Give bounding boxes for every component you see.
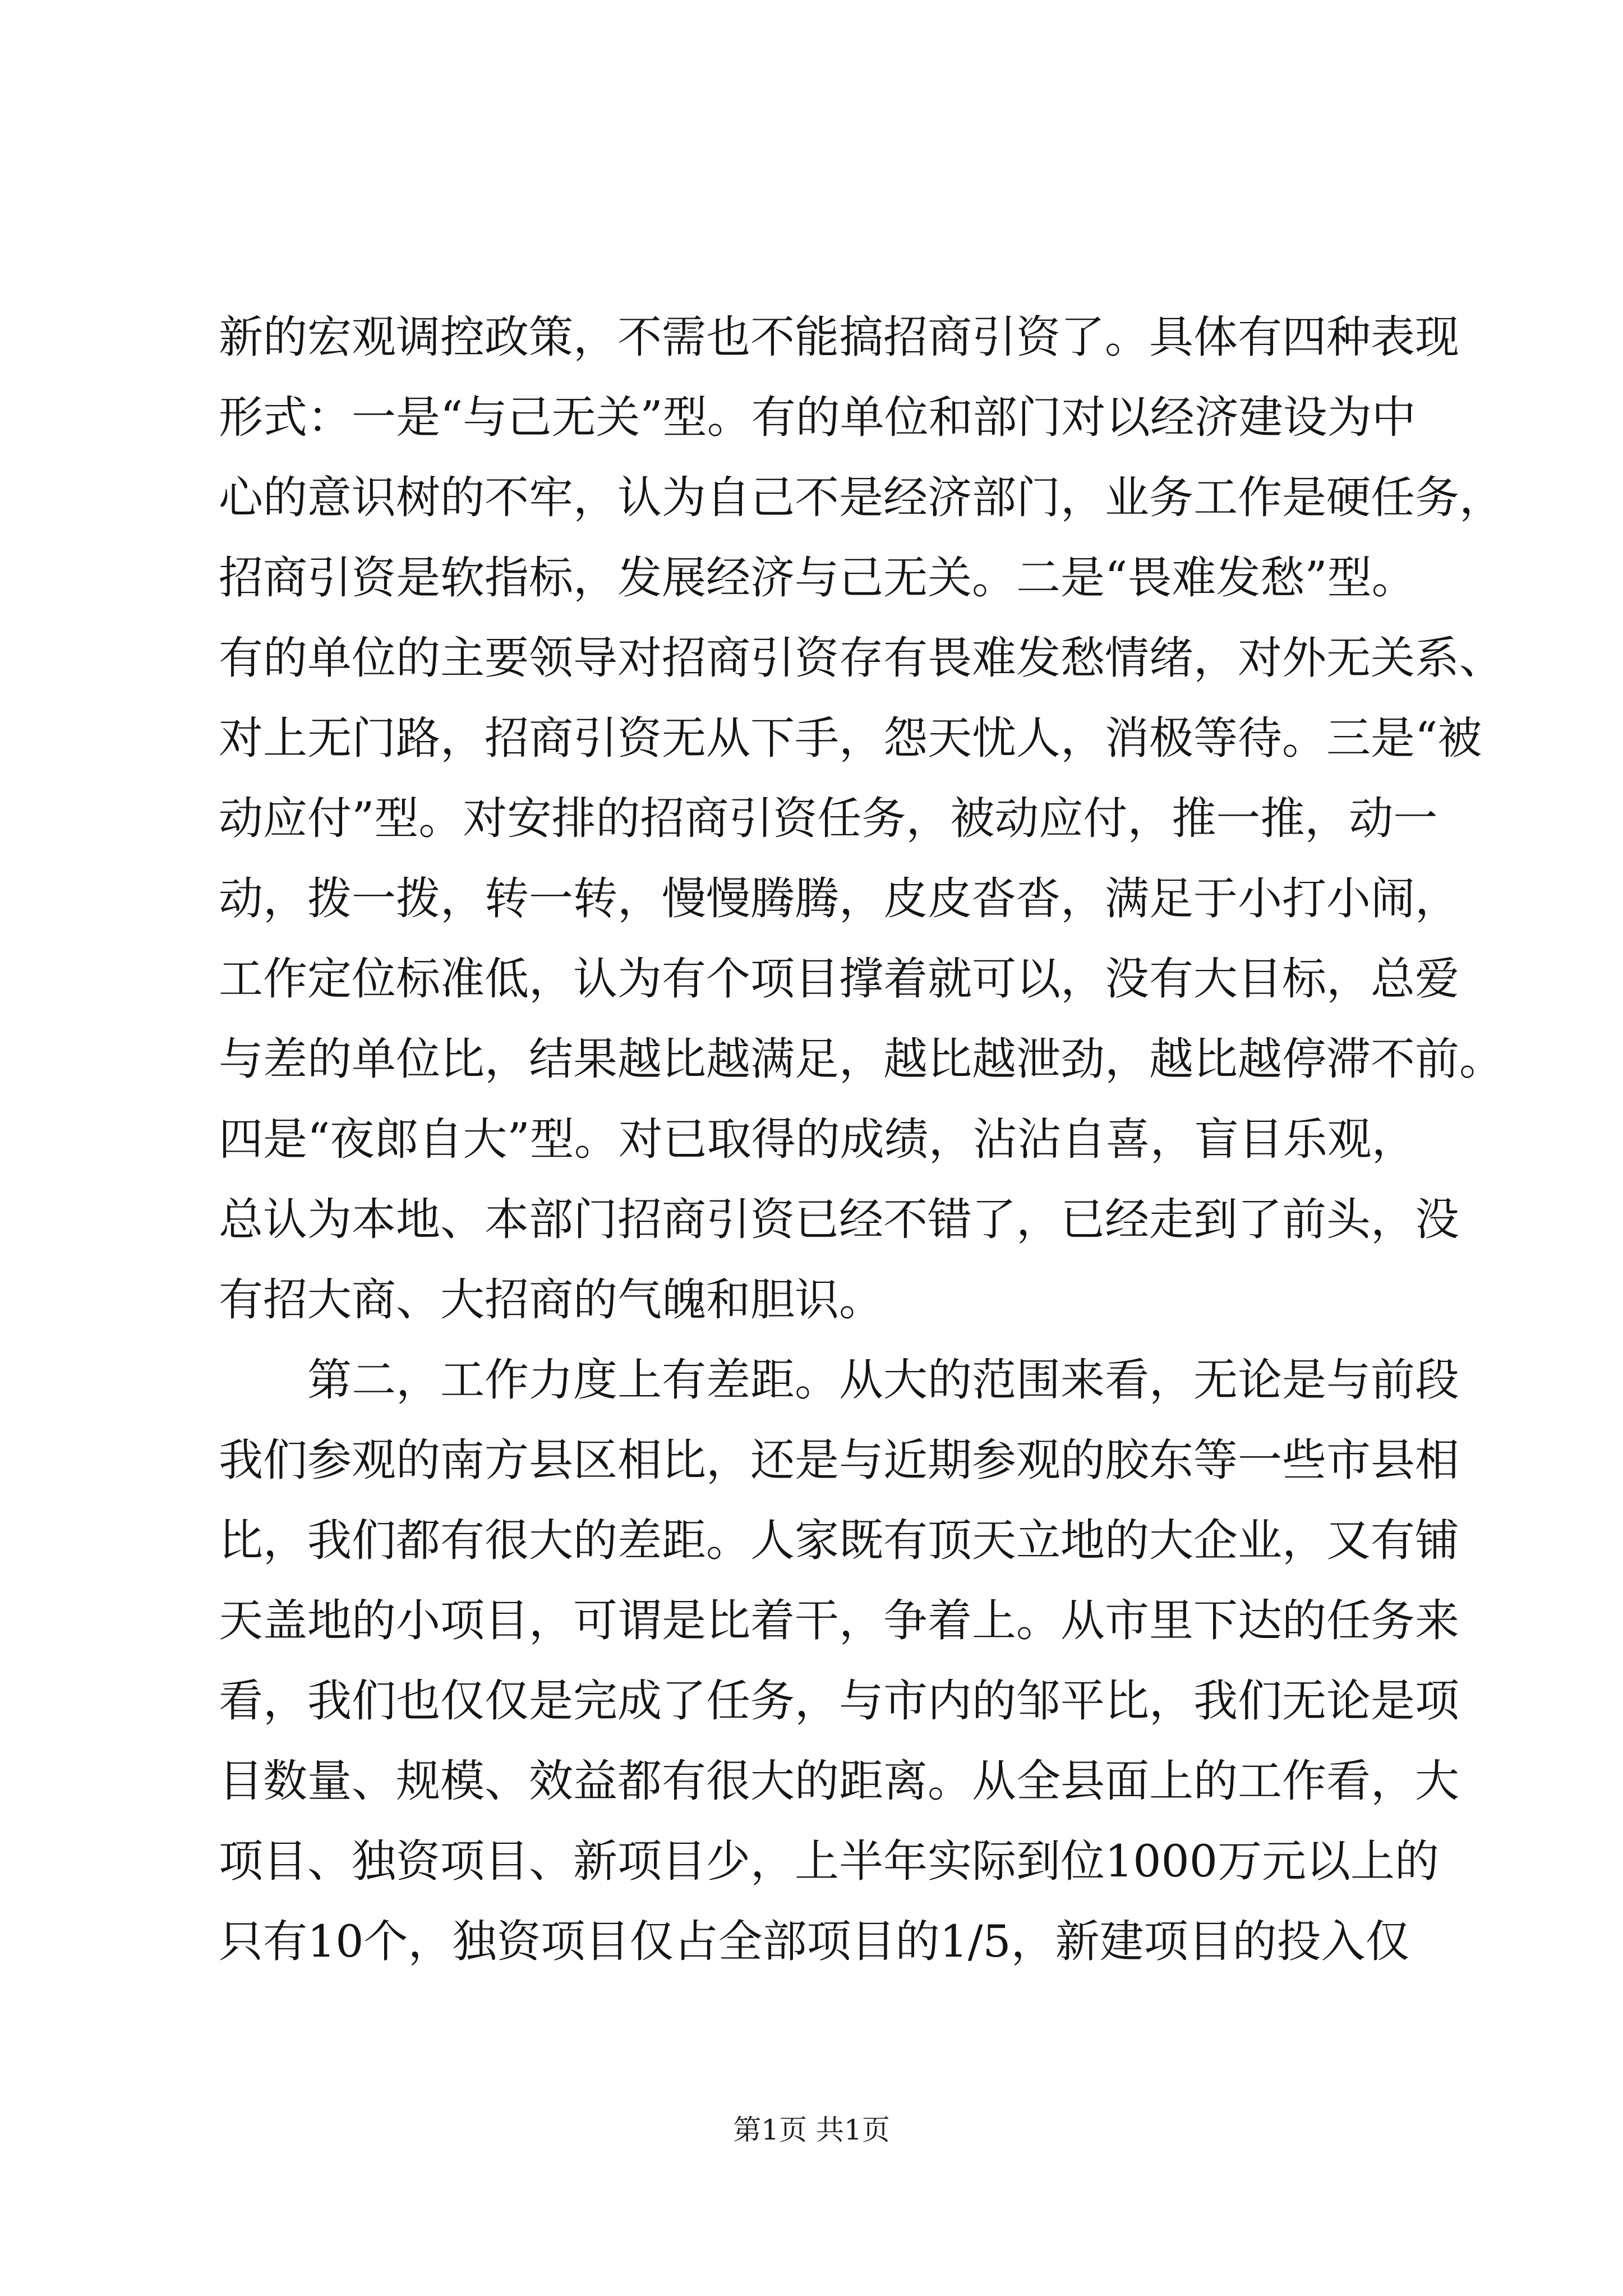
- body-text: [219, 297, 1504, 1982]
- text-line: 工作定位标准低，认为有个项目撑着就可以，没有大目标，总爱: [219, 953, 1459, 1005]
- text-line: 有的单位的主要领导对招商引资存有畏难发愁情绪，对外无关系、: [219, 632, 1504, 684]
- text-line: 目数量、规模、效益都有很大的距离。从全县面上的工作看，大: [219, 1755, 1459, 1807]
- text-line: 有招大商、大招商的气魄和胆识。: [219, 1274, 883, 1326]
- paragraph-first-line: 第二，工作力度上有差距。从大的范围来看，无论是与前段: [307, 1354, 1459, 1406]
- text-line: 与差的单位比，结果越比越满足，越比越泄劲，越比越停滞不前。: [219, 1033, 1504, 1085]
- text-line: 形式：一是“与己无关”型。有的单位和部门对以经济建设为中: [219, 392, 1416, 443]
- text-line: 看，我们也仅仅是完成了任务，与市内的邹平比，我们无论是项: [219, 1675, 1459, 1727]
- text-line: 天盖地的小项目，可谓是比着干，争着上。从市里下达的任务来: [219, 1595, 1459, 1646]
- text-line: 新的宏观调控政策，不需也不能搞招商引资了。具体有四种表现: [219, 311, 1459, 363]
- text-line: 动，拨一拨，转一转，慢慢腾腾，皮皮沓沓，满足于小打小闹，: [219, 873, 1459, 924]
- text-line: 我们参观的南方县区相比，还是与近期参观的胶东等一些市县相: [219, 1434, 1459, 1486]
- text-line: 心的意识树的不牢，认为自己不是经济部门，业务工作是硬任务，: [219, 472, 1504, 523]
- text-line: 动应付”型。对安排的招商引资任务，被动应付，推一推，动一: [219, 793, 1438, 844]
- page-footer: 第1页 共1页: [733, 2114, 890, 2146]
- text-line: 比，我们都有很大的差距。人家既有顶天立地的大企业，又有铺: [219, 1515, 1459, 1566]
- text-line: 只有10个，独资项目仅占全部项目的1/5，新建项目的投入仅: [219, 1916, 1410, 1967]
- text-line: 项目、独资项目、新项目少，上半年实际到位1000万元以上的: [219, 1835, 1440, 1887]
- text-line: 总认为本地、本部门招商引资已经不错了，已经走到了前头，没: [219, 1194, 1459, 1245]
- text-line: 招商引资是软指标，发展经济与己无关。二是“畏难发愁”型。: [219, 552, 1416, 604]
- text-line: 四是“夜郎自大”型。对已取得的成绩，沾沾自喜，盲目乐观，: [219, 1114, 1416, 1165]
- text-line: 对上无门路，招商引资无从下手，怨天忧人，消极等待。三是“被: [219, 712, 1482, 764]
